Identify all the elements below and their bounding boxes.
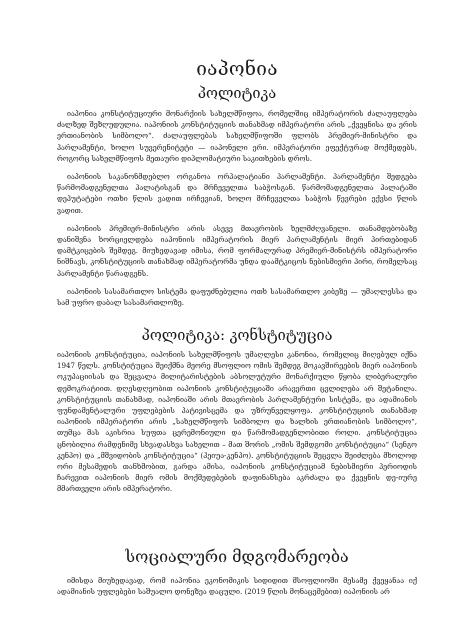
section-social-body — [57, 575, 417, 604]
paragraph: იაპონიის კონსტიტუცია, იაპონიის სახელმწიფოს უმაღლესი კანონია, რომელიც მიღებულ იქნა 1947 წელს. კონსტიტუცია შეიქმნა მეორე მსოფლიო ომის შემდეგ მოკავშირეების მიერ იაპონიის ოკუპაციისას და შეცვალა მილიტარისტების აბსოლუტური მონარქიული წყობა ლიბერალური დემოკრატიით. დღესდღეობით იაპონიის კონსტიტუციაში არავერთი ცვლილება არ შეტანილა. კონსტიტუციის თანახმად, იაპონიაში არის მთავრობის პარლამენტური სისტემა, და ადამიანის ფუნდამენტალური უფლებების პატივისცემა და უზრუნველყოფა. კონსტიტუციის თანახმად იაპონიის იმპერატორი არის „სახელმწიფოს სიმბოლო და ხალხის ერთიანობის სიმბოლო“, თუმცა მას აკისრია სუფთა ცერემონიული და წარმომადგენლობითი როლი. კონსტიტუცია ცნობილია რამდენიმე სხვადასხვა სახელით – მათ შორის „ომის შემდგომი კონსტიტუცია“ (სენგო კენპო) და „მშვიდობის კონსტიტუცია“ (ჰეიუა-კენპო). კონსტიტუციის შეცვლა შეიძლება მხოლოდ ორი მესამედის თანხმობით, გარდა ამისა, იაპონიის კონსტიტუციამ ნებისმიერი პერიოდის ჩარევით იაპონიის მიერ ომის მოქმედებების დაფინანსება აკრძალა და ქვეყნის დე-იურე მმართველი არის იმპერატორი. — [57, 350, 417, 494]
paragraph: იაპონიის პრემიერ-მინისტრი არის ასევე მთავრობის ხელმძღვანელი. თანამდებობაზე დანიშვნა ხორციელდება იაპონიის იმპერატორის მიერ პარლამენტის მიერ პირთებიდან დამტკიცების შემდეგ. მიუხედავად იმისა, რომ ფორმალურად პრემიერ-მინისტრს იმპერატორი ნიშნავს, კონსტიტუციის თანახმად იმპერატორმა უნდა დაამტკიცოს ნებისმიერი პირი, რომელსაც პარლამენტი წარადგენს. — [57, 223, 417, 278]
section-heading-constitution: პოლიტიკა: კონსტიტუცია — [141, 328, 333, 344]
section-politics-body — [57, 108, 417, 315]
section-constitution-body — [57, 349, 417, 502]
paragraph: იაპონია კონსტიტუციური მონარქიის სახელმწიფოა, რომელშიც იმპერატორის ძალაუფლება ძალზედ შეზღუდულია. იაპონიის კონსტიტუციის თანახმად იმპერატორი არის „ქვეყნისა და ერის ერთიანობის სიმბოლო“. ძალაუფლებას სახელმწიფოში ფლობს პრემიერ-მინისტრი და პარლამენტი, ხოლო სუვერენიტეტი — იაპონელი ერი. იმპერატორი ეფექტურად მოქმედებს, როგორც სახელმწიფოს მეთაური დიპლომატიური საკითხების დროს. — [57, 109, 417, 163]
paragraph: იმისდა მიუხედავად, რომ იაპონია ეკონომიკის სიდიდით მსოფლიოში მესამე ქვეყანაა იქ ადამიანის უფლებები საშუალო დონეზეა დაცული. (2019 წლის მონაცემებით) იაპონიის არ — [57, 576, 417, 597]
section-heading-social: სოციალური მდგომარეობა — [125, 547, 349, 566]
paragraph: იაპონიის საკანონმდებლო ორგანოა ორპალატიანი პარლამენტი. პარლამენტი შედგება წარმომადგენელთა პალატისგან და მრჩეველთა საბჭოსგან. წარმომადგენელთა პალატაში დეპუტატები ოთხი წლის ვადით ირჩევიან, ხოლო მრჩეველთა საბჭოს წევრები ექვსი წლის ვადით. — [57, 172, 417, 215]
document-title: იაპონია — [196, 58, 278, 80]
paragraph: იაპონიის სასამართლო სისტემა დაფუძნებულია ოთხ სასამართლო კიბეზე — უმაღლესსა და სამ უფრო დაბალ სასამართლოზე. — [57, 286, 417, 308]
section-heading-politics: პოლიტიკა — [197, 86, 277, 102]
